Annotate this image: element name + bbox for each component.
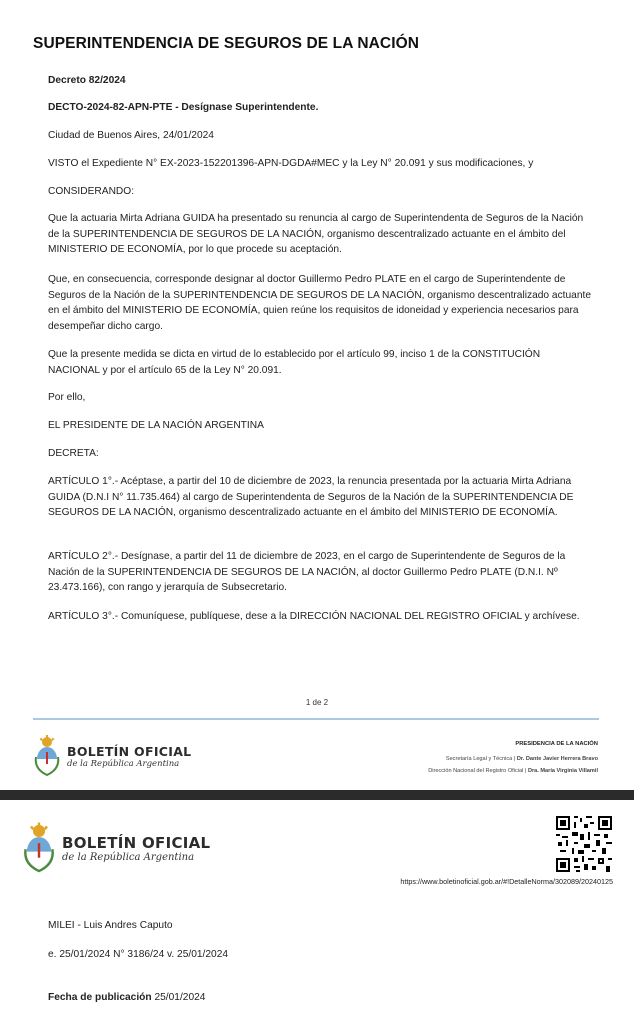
footer-credits: [428, 738, 598, 777]
signatures: MILEI - Luis Andres Caputo: [48, 920, 173, 931]
presidency-label: PRESIDENCIA DE LA NACIÓN: [515, 741, 598, 747]
considerando-paragraph-2: Que, en consecuencia, corresponde designar al doctor Guillermo Pedro PLATE en el cargo de Superintendente de Seguros de la Nación de la SUPERINTENDENCIA DE SEGUROS DE LA NACIÓN, organismo descentralizado actuante en el ámbito del MINISTERIO DE ECONOMÍA, quien reúne los requisitos de idoneidad y experiencia necesarios para desempeñar dicho cargo.: [48, 274, 592, 332]
secretaria-label: Secretaría Legal y Técnica: [445, 756, 513, 762]
norma-url[interactable]: https://www.boletinoficial.gob.ar/#!DetalleNorma/302089/20240125: [400, 877, 613, 886]
qr-code-icon: [556, 816, 612, 872]
considerando-label: CONSIDERANDO:: [48, 186, 135, 197]
logo-title: BOLETÍN OFICIAL: [62, 833, 211, 852]
boletin-oficial-logo-large: [22, 822, 210, 874]
president-line: EL PRESIDENTE DE LA NACIÓN ARGENTINA: [48, 420, 264, 431]
agency-title: SUPERINTENDENCIA DE SEGUROS DE LA NACIÓN: [33, 35, 420, 52]
logo-title: BOLETÍN OFICIAL: [67, 743, 192, 759]
decree-number: Decreto 82/2024: [48, 75, 126, 86]
por-ello: Por ello,: [48, 392, 86, 403]
page-separator: [0, 790, 634, 800]
considerando-paragraph-3: Que la presente medida se dicta en virtud de lo establecido por el artículo 99, inciso 1 de la CONSTITUCIÓN NACIONAL y por el artículo 65 de la Ley N° 20.091.: [48, 349, 541, 376]
edition-line: e. 25/01/2024 N° 3186/24 v. 25/01/2024: [48, 949, 229, 960]
secretaria-name: Dr. Dante Javier Herrera Bravo: [516, 756, 598, 762]
article-2: ARTÍCULO 2°.- Desígnase, a partir del 11 de diciembre de 2023, en el cargo de Superintendente de Seguros de la Nación de la SUPERINTENDENCIA DE SEGUROS DE LA NACIÓN, al doctor Guillermo Pedro PLATE (D.N.I. Nº 23.473.166), con rango y jerarquía de Subsecretario.: [48, 551, 566, 594]
boletin-oficial-logo: [33, 735, 191, 777]
visto-paragraph: VISTO el Expediente N° EX-2023-152201396-APN-DGDA#MEC y la Ley N° 20.091 y sus modificaciones, y: [48, 158, 534, 169]
page-number: 1 de 2: [305, 698, 329, 707]
publication-date-label: Fecha de publicación: [48, 992, 152, 1003]
argentina-coat-of-arms-icon: [33, 735, 61, 777]
document-page-2: [0, 800, 634, 1023]
article-1: ARTÍCULO 1°.- Acéptase, a partir del 10 de diciembre de 2023, la renuncia presentada por la actuaria Mirta Adriana GUIDA (D.N.I N° 11.735.464) al cargo de Superintendenta de Seguros de la Nación de la SUPERINTENDENCIA DE SEGUROS DE LA NACIÓN, organismo descentralizado actuante en el ámbito del MINISTERIO DE ECONOMÍA.: [48, 476, 574, 519]
secretaria-line: Secretaría Legal y Técnica | Dr. Dante Javier Herrera Bravo: [445, 756, 598, 762]
argentina-coat-of-arms-icon: [22, 822, 56, 874]
decreta-label: DECRETA:: [48, 448, 99, 459]
direccion-label: Dirección Nacional del Registro Oficial: [428, 768, 524, 774]
article-3: ARTÍCULO 3°.- Comuníquese, publíquese, dese a la DIRECCIÓN NACIONAL DEL REGISTRO OFICIAL y archívese.: [48, 611, 580, 622]
logo-subtitle: de la República Argentina: [62, 851, 195, 863]
considerando-paragraph-1: Que la actuaria Mirta Adriana GUIDA ha presentado su renuncia al cargo de Superintendenta de Seguros de la Nación de la SUPERINTENDENCIA DE SEGUROS DE LA NACIÓN, organismo descentralizado actuante en el ámbito del MINISTERIO DE ECONOMÍA, por lo que procede su aceptación.: [48, 213, 584, 256]
logo-subtitle: de la República Argentina: [67, 758, 180, 769]
direccion-line: Dirección Nacional del Registro Oficial | Dra. María Virginia Villamil: [428, 768, 598, 774]
direccion-name: Dra. María Virginia Villamil: [527, 768, 598, 774]
footer-divider: [33, 718, 599, 720]
publication-date: 25/01/2024: [154, 992, 206, 1003]
publication-date-line: [48, 990, 593, 1006]
decree-code: DECTO-2024-82-APN-PTE - Desígnase Superintendente.: [48, 102, 319, 113]
place-date: Ciudad de Buenos Aires, 24/01/2024: [48, 130, 214, 141]
